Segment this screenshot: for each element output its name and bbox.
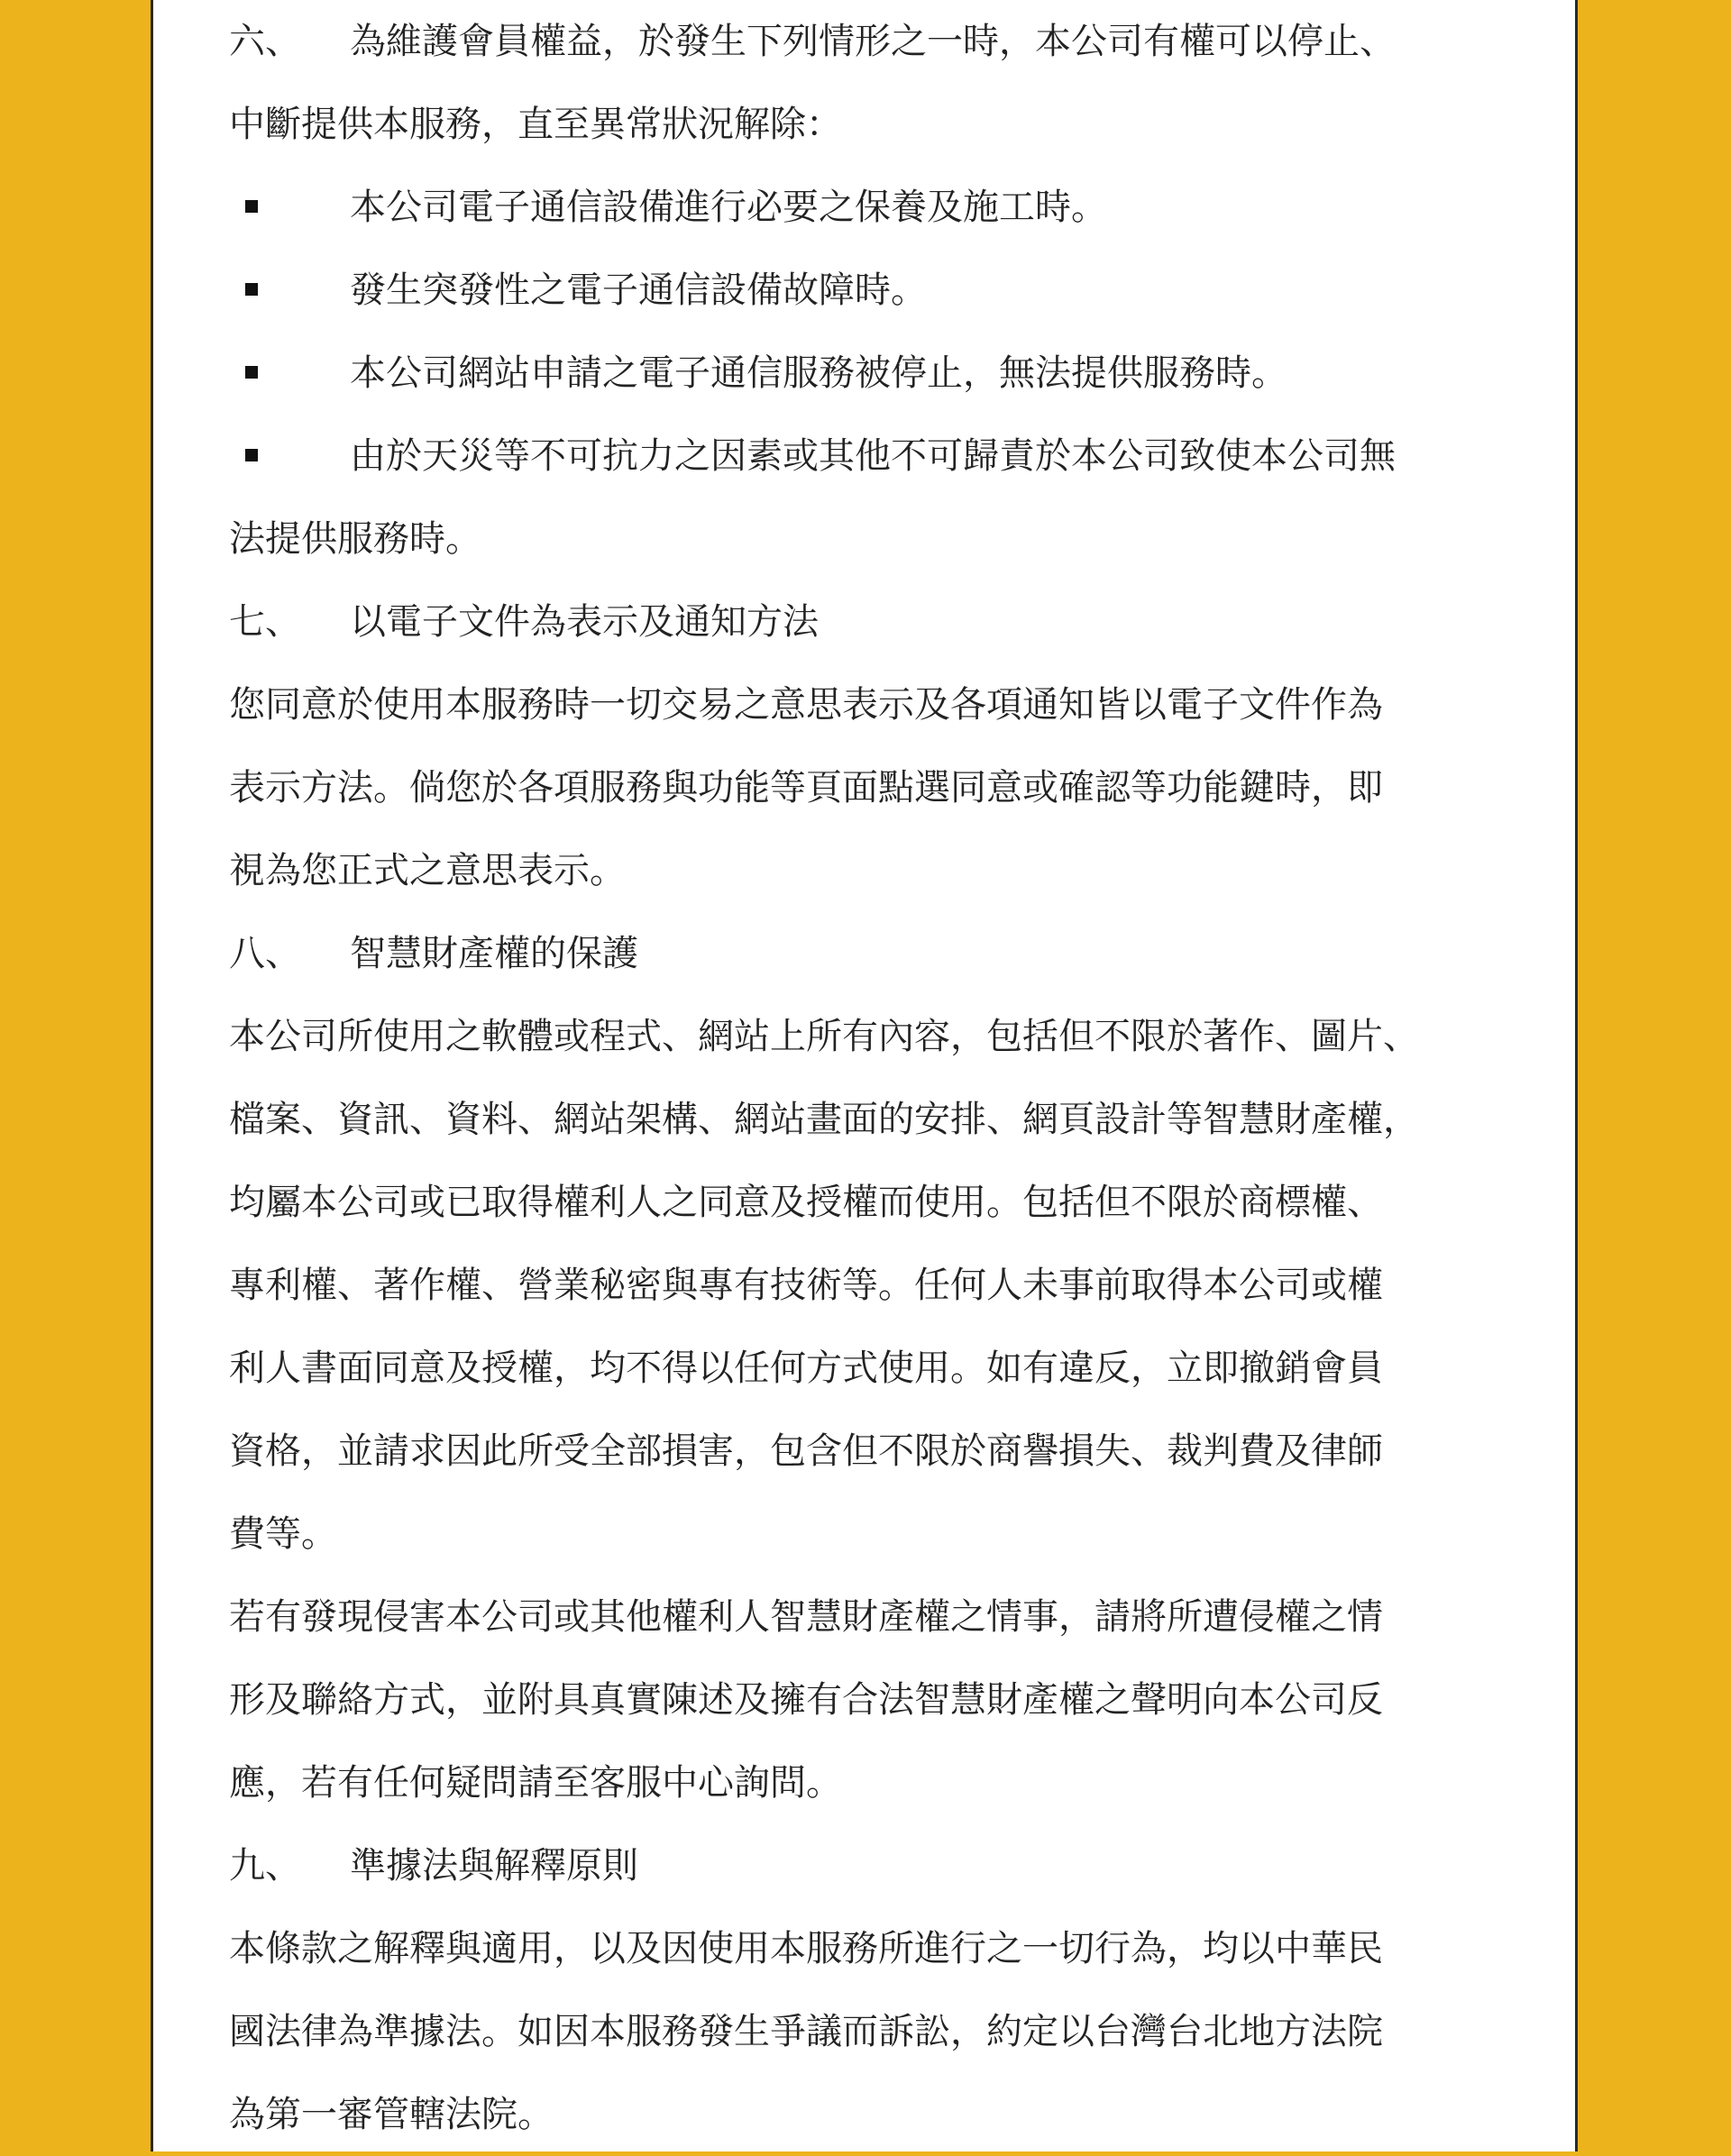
list-item-cont: 法提供服務時。 xyxy=(229,518,481,560)
square-bullet-icon xyxy=(245,449,258,461)
paragraph-line: 應，若有任何疑問請至客服中心詢問。 xyxy=(229,1762,842,1804)
paragraph-line: 您同意於使用本服務時一切交易之意思表示及各項通知皆以電子文件作為 xyxy=(229,684,1383,726)
section-title: 智慧財產權的保護 xyxy=(350,933,638,974)
paragraph-line: 檔案、資訊、資料、網站架構、網站畫面的安排、網頁設計等智慧財產權， xyxy=(229,1099,1419,1140)
square-bullet-icon xyxy=(245,366,258,379)
paragraph-line: 本公司所使用之軟體或程式、網站上所有內容，包括但不限於著作、圖片、 xyxy=(229,1016,1419,1057)
list-item-text: 由於天災等不可抗力之因素或其他不可歸責於本公司致使本公司無 xyxy=(350,435,1396,477)
section-number: 九、 xyxy=(229,1845,301,1886)
paragraph-line: 國法律為準據法。如因本服務發生爭議而訴訟，約定以台灣台北地方法院 xyxy=(229,2011,1383,2052)
paragraph-line: 若有發現侵害本公司或其他權利人智慧財產權之情事，請將所遭侵權之情 xyxy=(229,1596,1383,1638)
paragraph-line: 表示方法。倘您於各項服務與功能等頁面點選同意或確認等功能鍵時，即 xyxy=(229,767,1383,808)
section-number: 八、 xyxy=(229,933,301,974)
paragraph-line: 資格，並請求因此所受全部損害，包含但不限於商譽損失、裁判費及律師 xyxy=(229,1430,1383,1472)
section-title: 以電子文件為表示及通知方法 xyxy=(350,601,819,643)
paragraph-line: 均屬本公司或已取得權利人之同意及授權而使用。包括但不限於商標權、 xyxy=(229,1182,1383,1223)
paragraph-line: 專利權、著作權、營業秘密與專有技術等。任何人未事前取得本公司或權 xyxy=(229,1265,1383,1306)
section-number: 七、 xyxy=(229,601,301,643)
paragraph-line: 形及聯絡方式，並附具真實陳述及擁有合法智慧財產權之聲明向本公司反 xyxy=(229,1679,1383,1721)
paragraph-line: 利人書面同意及授權，均不得以任何方式使用。如有違反，立即撤銷會員 xyxy=(229,1348,1383,1389)
paragraph-line: 費等。 xyxy=(229,1513,337,1555)
paragraph-line: 本條款之解釋與適用，以及因使用本服務所進行之一切行為，均以中華民 xyxy=(229,1928,1383,1969)
section-number: 六、 xyxy=(229,21,301,62)
list-item-text: 本公司電子通信設備進行必要之保養及施工時。 xyxy=(350,187,1107,228)
list-item-text: 本公司網站申請之電子通信服務被停止，無法提供服務時。 xyxy=(350,352,1287,394)
square-bullet-icon xyxy=(245,200,258,213)
list-item-text: 發生突發性之電子通信設備故障時。 xyxy=(350,270,927,311)
square-bullet-icon xyxy=(245,283,258,296)
section-title: 準據法與解釋原則 xyxy=(350,1845,638,1886)
section-title: 為維護會員權益，於發生下列情形之一時，本公司有權可以停止、 xyxy=(350,21,1396,62)
paragraph-line: 為第一審管轄法院。 xyxy=(229,2094,554,2135)
section-6-heading-cont: 中斷提供本服務，直至異常狀況解除： xyxy=(229,104,842,145)
paragraph-line: 視為您正式之意思表示。 xyxy=(229,850,626,891)
